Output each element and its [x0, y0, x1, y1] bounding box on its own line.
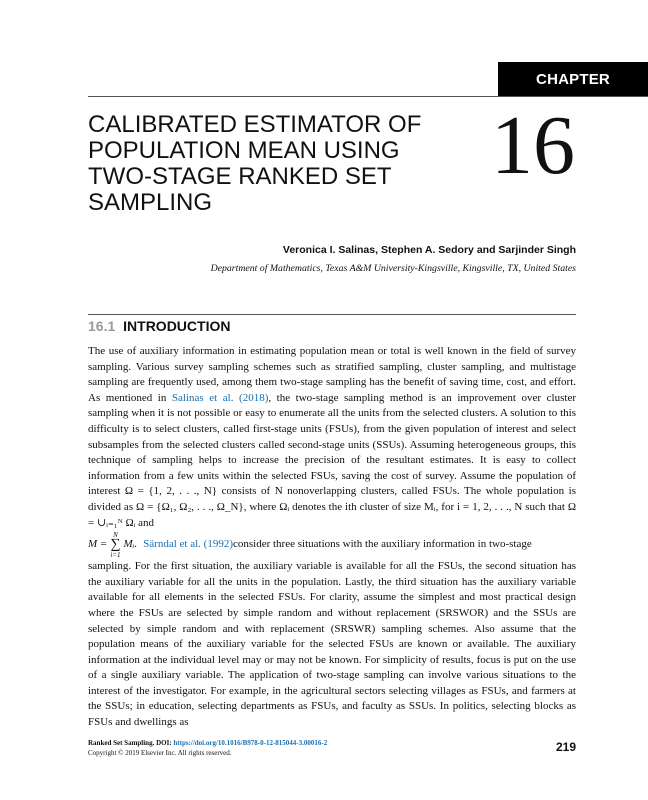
copyright: Copyright © 2019 Elsevier Inc. All rights reserved.: [88, 749, 232, 757]
formula-rhs: Mᵢ.: [123, 538, 138, 551]
citation-link[interactable]: Särndal et al. (1992): [143, 538, 233, 551]
citation-link[interactable]: Salinas et al. (2018): [171, 391, 269, 404]
section-title: INTRODUCTION: [123, 318, 231, 334]
authors: Veronica I. Salinas, Stephen A. Sedory and Sarjinder Singh: [282, 244, 576, 256]
section-heading: [88, 318, 230, 334]
paragraph: [88, 344, 576, 531]
affiliation: Department of Mathematics, Texas A&M University-Kingsville, Kingsville, TX, United States: [210, 263, 576, 274]
footer-info: [88, 738, 488, 758]
page-number: 219: [555, 740, 576, 754]
chapter-label: CHAPTER: [498, 62, 648, 96]
header-rule: [88, 96, 648, 97]
summation: [110, 531, 120, 559]
chapter-title: CALIBRATED ESTIMATOR OF POPULATION MEAN USING TWO-STAGE RANKED SET SAMPLING: [88, 111, 422, 216]
section-number: 16.1: [88, 318, 116, 334]
paragraph-text: consider three situations with the auxiliary information in two-stage: [232, 538, 532, 551]
doi-link[interactable]: https://doi.org/10.1016/B978-0-12-815044-3.00016-2: [173, 739, 328, 747]
chapter-number: 16: [491, 99, 575, 192]
formula-lhs: M =: [88, 538, 108, 551]
paragraph-text: The use of auxiliary information in estimating population mean or total is well known in the field of survey sampling. Various survey sampling schemes such as stratified sampling, cluster sampling, and multistage sampling are frequently used, among them two-stage sampling has the benefit of saving time, cost, and effort. As mentioned in: [88, 345, 576, 404]
paragraph: sampling. For the first situation, the auxiliary variable is available for all the FSUs, the second situation has the auxiliary variable for all the units in the population. Lastly, the third situation has the auxiliary variable available for all elements in the selected FSUs. For clarity, assume the simplest and most practical design where the FSUs are selected by simple random and without replacement (SRSWOR) and the SSUs are selected by simple random and with replacement (SRSWR) sampling schemes. Also assume that the population means of the auxiliary variable for the selected FSUs are known or available. The auxiliary information at the individual level may or may not be known. For simplicity of results, focus is put on the use of a single auxiliary variable. The application of two-stage sampling can involve various situations to the interest of the investigator. For example, in the agricultural sectors selecting villages as FSUs, and farmers at the SSUs; in education, selecting departments as FSUs, and faculty as SSUs. In politics, selecting blocks as FSUs and dwellings as: [88, 560, 576, 729]
sum-lower-limit: i=1: [110, 551, 121, 560]
sum-sign: ∑: [110, 537, 121, 553]
section-rule: [88, 314, 576, 315]
paragraph-text: , the two-stage sampling method is an improvement over cluster sampling when it is not possible or easy to enumerate all the units from the selected clusters. A solution to this difficulty is to select clusters, called first-stage units (FSUs), from the given population of interest and select subsamples from the selected clusters called second-stage units (SSUs). Assuming heterogeneous groups, this technique of sampling helps to increase the precision of the resultant estimates. It is easy to collect information from a few units within the selected FSUs, saving the cost of survey. Assume the population of interest Ω = {1, 2, . . ., N} consists of N nonoverlapping clusters, called FSUs. The whole population is divided as Ω = {Ω₁, Ω₂, . . ., Ω_N}, where Ωᵢ denotes the ith cluster of size Mᵢ, for i = 1, 2, . . ., N such that Ω = ∪ᵢ₌₁ᴺ Ωᵢ and: [88, 391, 576, 529]
formula-line: [88, 531, 576, 559]
body-text: [88, 344, 576, 731]
book-title: Ranked Set Sampling. DOI:: [88, 739, 174, 747]
sum-upper-limit: N: [113, 531, 118, 540]
